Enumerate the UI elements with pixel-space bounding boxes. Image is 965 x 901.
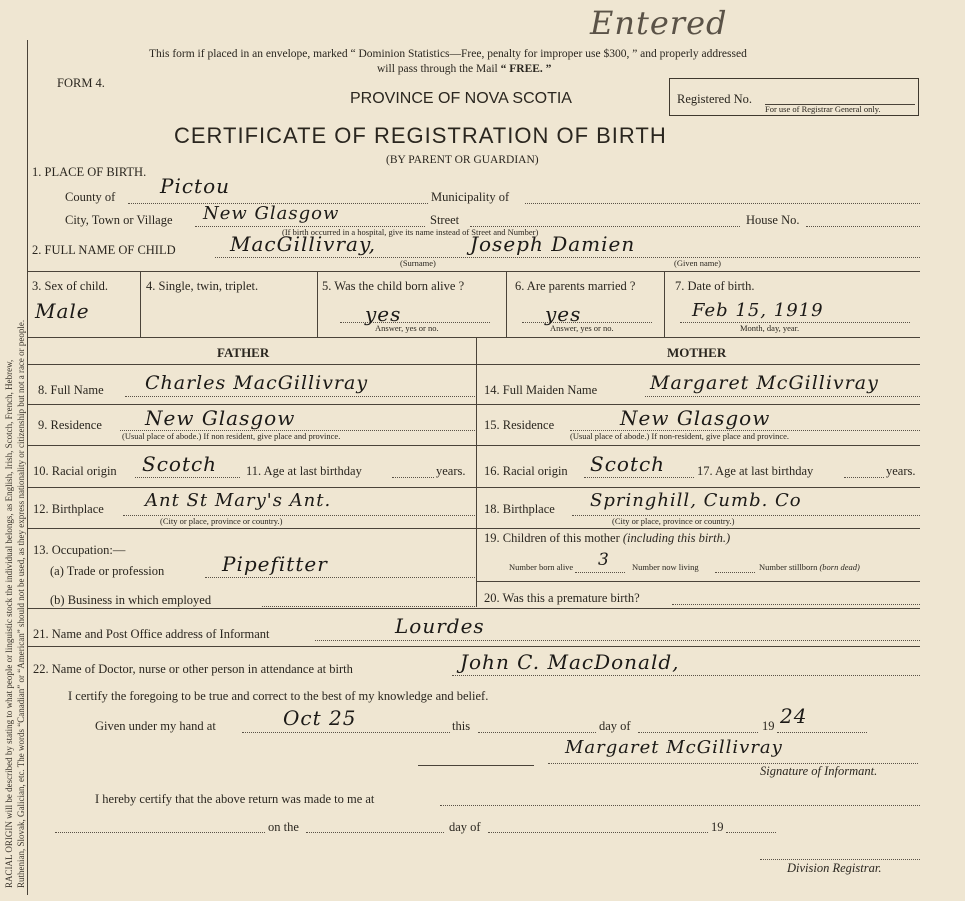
informant-signature[interactable]: Margaret McGillivray xyxy=(565,737,783,758)
on-the-label: on the xyxy=(268,820,299,834)
sidebar-divider xyxy=(27,40,28,895)
father-residence-label: 9. Residence xyxy=(38,418,102,432)
given-note: (Given name) xyxy=(674,258,721,268)
province-heading: PROVINCE OF NOVA SCOTIA xyxy=(350,90,572,107)
mail-notice-2: will pass through the Mail “ FREE. ” xyxy=(377,63,552,75)
sex-label: 3. Sex of child. xyxy=(32,279,109,293)
father-age-label: 11. Age at last birthday xyxy=(246,464,362,478)
house-line xyxy=(806,226,920,227)
entered-stamp: Entered xyxy=(590,4,728,42)
mother-residence-value[interactable]: New Glasgow xyxy=(620,406,771,430)
born-alive-line xyxy=(575,572,625,573)
given-line xyxy=(242,732,450,733)
registrar-text: I hereby certify that the above return was made to me at xyxy=(95,792,375,806)
registrar-day-of: day of xyxy=(449,820,481,834)
mail-notice-1: This form if placed in an envelope, marked “ Dominion Statistics—Free, penalty for improper use $300, ” and properly addressed xyxy=(149,48,747,60)
informant-value[interactable]: Lourdes xyxy=(395,614,485,638)
registrar-line-1 xyxy=(55,832,265,833)
parents-heading-rule xyxy=(28,364,920,365)
trade-value[interactable]: Pipefitter xyxy=(222,552,328,576)
certificate-title: CERTIFICATE OF REGISTRATION OF BIRTH xyxy=(174,123,667,148)
sidebar-line-1: RACIAL ORIGIN will be described by stating to what people or linguistic stock the individual belongs, as English, Irish, Scotch, French, Hebrew, xyxy=(4,359,14,888)
signature-short-rule xyxy=(418,765,534,766)
year-line xyxy=(777,732,867,733)
trade-label: (a) Trade or profession xyxy=(50,564,165,578)
father-years: years. xyxy=(436,464,466,478)
father-residence-note: (Usual place of abode.) If non resident, give place and province. xyxy=(122,431,341,441)
doctor-value[interactable]: John C. MacDonald, xyxy=(460,650,680,674)
alive-note: Answer, yes or no. xyxy=(375,323,439,333)
this-label: this xyxy=(452,719,471,733)
informant-label: 21. Name and Post Office address of Informant xyxy=(33,627,270,641)
year-prefix: 19 xyxy=(762,719,775,733)
married-value[interactable]: yes xyxy=(545,302,582,326)
date-label: 7. Date of birth. xyxy=(675,279,755,293)
father-name-line xyxy=(125,396,475,397)
mother-racial-label: 16. Racial origin xyxy=(484,464,568,478)
year-value[interactable]: 24 xyxy=(780,704,808,728)
form-number: FORM 4. xyxy=(57,76,105,90)
mother-age-line xyxy=(844,477,884,478)
informant-line xyxy=(315,640,920,641)
father-birthplace-note: (City or place, province or country.) xyxy=(160,516,283,526)
child-given[interactable]: Joseph Damien xyxy=(470,232,636,256)
certificate-subtitle: (BY PARENT OR GUARDIAN) xyxy=(386,154,539,166)
married-label: 6. Are parents married ? xyxy=(515,279,636,293)
date-value[interactable]: Feb 15, 1919 xyxy=(692,300,824,321)
father-name-label: 8. Full Name xyxy=(38,383,104,397)
father-heading: FATHER xyxy=(217,345,270,360)
row3-div-3 xyxy=(506,271,507,337)
single-label: 4. Single, twin, triplet. xyxy=(146,279,259,293)
given-value[interactable]: Oct 25 xyxy=(283,706,357,730)
business-label: (b) Business in which employed xyxy=(50,593,212,607)
mother-racial-line xyxy=(584,477,694,478)
registered-box xyxy=(669,78,919,116)
alive-value[interactable]: yes xyxy=(365,302,402,326)
alive-label: 5. Was the child born alive ? xyxy=(322,279,465,293)
father-birthplace-value[interactable]: Ant St Mary's Ant. xyxy=(145,490,332,511)
city-label: City, Town or Village xyxy=(65,213,173,227)
mother-racial-value[interactable]: Scotch xyxy=(590,452,666,476)
father-racial-value[interactable]: Scotch xyxy=(142,452,218,476)
registrar-place-line xyxy=(440,805,920,806)
municipality-label: Municipality of xyxy=(431,190,510,204)
county-label: County of xyxy=(65,190,116,204)
stillborn-label: Number stillborn (born dead) xyxy=(759,562,860,572)
parents-divider xyxy=(476,337,477,607)
mother-heading: MOTHER xyxy=(667,345,727,360)
row21-rule xyxy=(28,646,920,647)
father-name-value[interactable]: Charles MacGillivray xyxy=(145,372,369,394)
child-surname[interactable]: MacGillivray, xyxy=(230,232,376,256)
doctor-label: 22. Name of Doctor, nurse or other person in attendance at birth xyxy=(33,662,353,676)
signature-label: Signature of Informant. xyxy=(760,764,878,778)
row3-div-4 xyxy=(664,271,665,337)
father-racial-line xyxy=(135,477,240,478)
premature-label: 20. Was this a premature birth? xyxy=(484,591,640,605)
trade-line xyxy=(205,577,475,578)
children-label: 19. Children of this mother (including this birth.) xyxy=(484,531,731,545)
father-racial-label: 10. Racial origin xyxy=(33,464,117,478)
born-alive-value[interactable]: 3 xyxy=(598,550,610,570)
married-note: Answer, yes or no. xyxy=(550,323,614,333)
division-registrar-label: Division Registrar. xyxy=(787,861,882,875)
father-residence-value[interactable]: New Glasgow xyxy=(145,406,296,430)
child-line xyxy=(215,257,920,258)
mother-years: years. xyxy=(886,464,916,478)
premature-line xyxy=(672,604,920,605)
mother-name-value[interactable]: Margaret McGillivray xyxy=(650,372,879,394)
row3-div-1 xyxy=(140,271,141,337)
mother-residence-label: 15. Residence xyxy=(484,418,555,432)
row19-rule xyxy=(476,581,920,582)
house-label: House No. xyxy=(746,213,800,227)
city-value[interactable]: New Glasgow xyxy=(203,203,340,224)
mother-birthplace-note: (City or place, province or country.) xyxy=(612,516,735,526)
date-note: Month, day, year. xyxy=(740,323,800,333)
registrar-year-prefix: 19 xyxy=(711,820,724,834)
given-label: Given under my hand at xyxy=(95,719,216,733)
registrar-year-line xyxy=(726,832,776,833)
place-heading: 1. PLACE OF BIRTH. xyxy=(32,165,147,179)
this-line xyxy=(478,732,596,733)
business-line xyxy=(262,606,475,607)
day-of-label: day of xyxy=(599,719,631,733)
row9-rule xyxy=(28,445,920,446)
county-value[interactable]: Pictou xyxy=(160,174,231,198)
born-alive-label: Number born alive xyxy=(509,562,574,572)
occupation-label: 13. Occupation:— xyxy=(33,543,126,557)
row13-rule xyxy=(28,608,920,609)
row10-rule xyxy=(28,487,920,488)
father-age-line xyxy=(392,477,434,478)
surname-note: (Surname) xyxy=(400,258,436,268)
doctor-line xyxy=(452,675,920,676)
registered-label: Registered No. xyxy=(677,92,752,106)
row3-bottom-rule xyxy=(28,337,920,338)
row3-div-2 xyxy=(317,271,318,337)
day-of-line xyxy=(638,732,758,733)
mother-birthplace-label: 18. Birthplace xyxy=(484,502,555,516)
now-living-line xyxy=(715,572,755,573)
sidebar-line-2: Ruthenian, Slovak, Galician, etc. The words “Canadian” or “American” should not be used, as they express nationality or citizenship but not a race or people. xyxy=(16,319,26,888)
racial-origin-sidebar xyxy=(2,40,26,890)
sex-value[interactable]: Male xyxy=(35,299,90,323)
on-the-line xyxy=(306,832,444,833)
now-living-label: Number now living xyxy=(632,562,699,572)
row12-rule xyxy=(28,528,920,529)
municipality-line xyxy=(525,203,920,204)
mother-name-label: 14. Full Maiden Name xyxy=(484,383,598,397)
division-registrar-line xyxy=(760,859,920,860)
row3-top-rule xyxy=(28,271,920,272)
registrar-day-line xyxy=(488,832,708,833)
registered-note: For use of Registrar General only. xyxy=(765,104,881,114)
father-birthplace-label: 12. Birthplace xyxy=(33,502,104,516)
mother-age-label: 17. Age at last birthday xyxy=(697,464,814,478)
row8-rule xyxy=(28,404,920,405)
street-note: (If birth occurred in a hospital, give its name instead of Street and Number) xyxy=(282,227,539,237)
child-label: 2. FULL NAME OF CHILD xyxy=(32,243,176,257)
certify-text: I certify the foregoing to be true and correct to the best of my knowledge and belief. xyxy=(68,689,489,703)
mother-residence-note: (Usual place of abode.) If non-resident, give place and province. xyxy=(570,431,790,441)
mother-name-line xyxy=(645,396,920,397)
mother-birthplace-value[interactable]: Springhill, Cumb. Co xyxy=(590,490,802,511)
street-label: Street xyxy=(430,213,460,227)
